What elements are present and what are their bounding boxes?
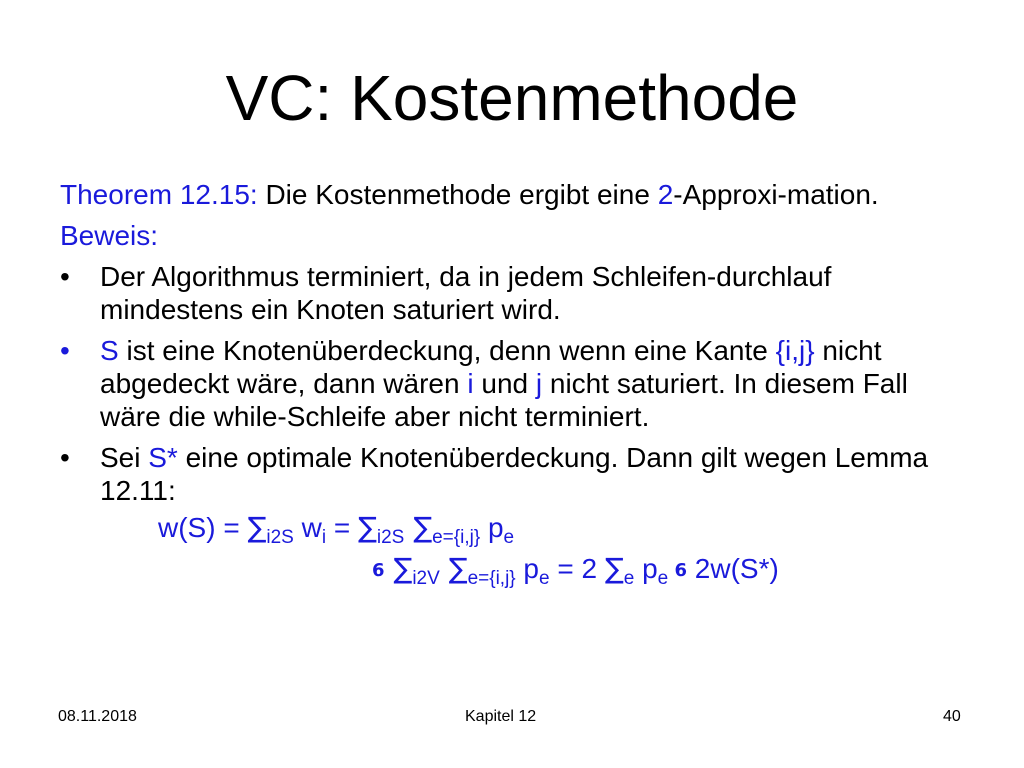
cover-text-3: und — [473, 368, 536, 399]
footer-chapter: Kapitel 12 — [465, 708, 537, 725]
formula2-p1sub: e — [539, 568, 550, 589]
cover-text-1: ist eine Knotenüberdeckung, denn wenn eine Kante — [118, 335, 776, 366]
sum-icon: ∑ — [404, 511, 433, 544]
formula-line-2 — [100, 552, 960, 587]
sum-icon: ∑ — [384, 552, 413, 585]
le-symbol: 6 — [668, 560, 688, 581]
formula1-wsub: i — [321, 527, 327, 548]
theorem-factor: 2 — [657, 179, 674, 210]
formula1-sub1: i2S — [266, 527, 294, 548]
formula2-sub1: i2V — [412, 568, 440, 589]
formula2-p2: p — [634, 553, 658, 584]
bullet-item-cover — [60, 334, 960, 433]
var-sstar: S* — [148, 442, 178, 473]
formula1-sub2: i2S — [376, 527, 405, 548]
formula2-sub3: e — [623, 568, 635, 589]
var-j: j — [535, 368, 543, 399]
cover-text-2: nicht abgedeckt wäre, dann wären — [100, 335, 882, 399]
proof-label: Beweis: — [60, 220, 159, 251]
cover-text-4: nicht saturiert. In diesem Fall wäre die while-Schleife aber nicht terminiert. — [100, 368, 908, 432]
formula2-p1: p — [515, 553, 539, 584]
formula1-eq1: = — [215, 512, 248, 543]
optimal-text-1: Sei — [100, 442, 149, 473]
theorem-paragraph — [60, 178, 960, 211]
formula2-p2sub: e — [657, 568, 669, 589]
formula1-sub3: e={i,j} — [432, 527, 481, 548]
theorem-text-a: Die Kostenmethode ergibt eine — [257, 179, 658, 210]
optimal-text-2: eine optimale Knotenüberdeckung. Dann gilt wegen Lemma 12.11: — [100, 442, 929, 506]
footer-date: 08.11.2018 — [58, 708, 137, 725]
bullet-text-termination: Der Algorithmus terminiert, da in jedem Schleifen-durchlauf mindestens ein Knoten saturiert wird. — [100, 261, 832, 325]
sum-icon: ∑ — [604, 552, 624, 585]
sum-icon: ∑ — [439, 552, 468, 585]
sum-icon: ∑ — [357, 511, 377, 544]
slide-title: VC: Kostenmethode — [225, 62, 799, 134]
formula2-eq: = 2 — [549, 553, 605, 584]
formula2-sub2: e={i,j} — [467, 568, 516, 589]
bullet-icon: • — [60, 442, 70, 473]
bullet-item-termination — [60, 260, 960, 326]
theorem-text-b: -Approxi-mation. — [673, 179, 879, 210]
formula1-lhs: w(S) — [158, 512, 216, 543]
formula2-rhs: 2w(S*) — [687, 553, 779, 584]
bullet-icon: • — [60, 261, 70, 292]
formula1-eq2: = — [326, 512, 358, 543]
slide-body — [60, 178, 960, 595]
theorem-label: Theorem 12.15: — [60, 179, 258, 210]
formula1-w: w — [293, 512, 322, 543]
edge-ij: {i,j} — [775, 335, 815, 366]
var-i: i — [467, 368, 474, 399]
le-symbol: 6 — [372, 560, 385, 581]
formula1-p: p — [480, 512, 504, 543]
bullet-icon: • — [60, 335, 70, 366]
var-s: S — [100, 335, 119, 366]
formula-line-1 — [100, 511, 960, 548]
formula1-psub: e — [503, 527, 515, 548]
footer-page-number: 40 — [943, 708, 961, 725]
bullet-item-optimal — [60, 441, 960, 587]
sum-icon: ∑ — [247, 511, 267, 544]
